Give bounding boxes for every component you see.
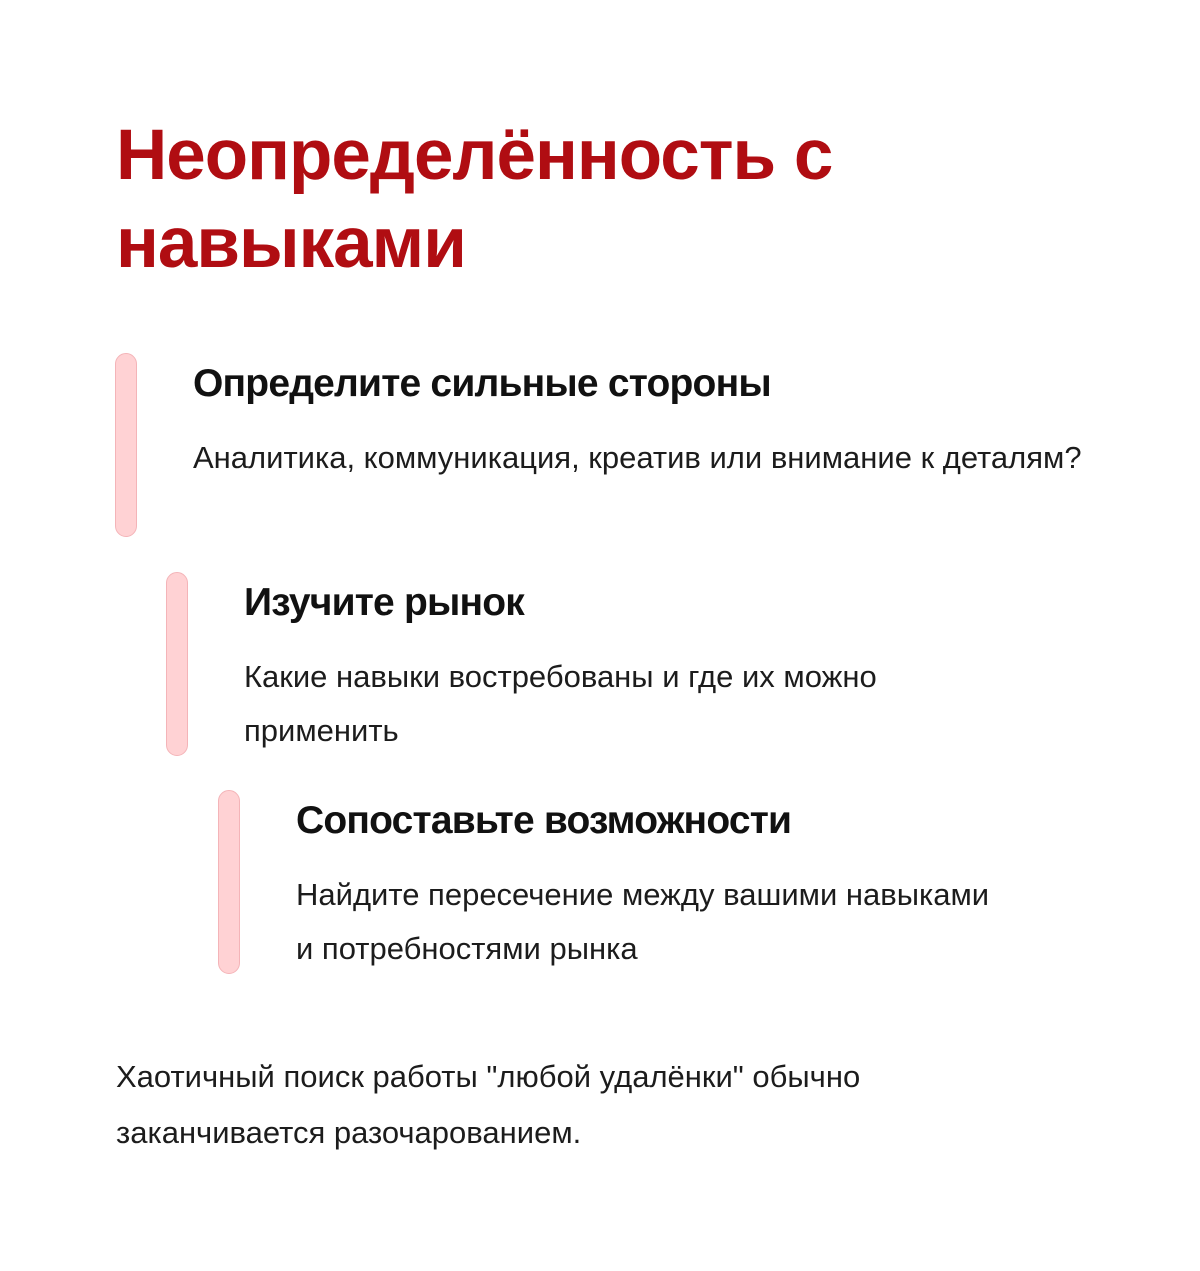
footer-note: Хаотичный поиск работы "любой удалёнки" обычно заканчивается разочарованием. bbox=[116, 1059, 861, 1150]
step-description: Найдите пересечение между вашими навыками и потребностями рынка bbox=[296, 877, 990, 966]
step-accent-bar bbox=[218, 790, 240, 974]
step-title: Сопоставьте возможности bbox=[296, 799, 792, 842]
step-title: Определите сильные стороны bbox=[193, 362, 771, 405]
step-description: Аналитика, коммуникация, креатив или внимание к деталям? bbox=[193, 440, 1082, 475]
step-description: Какие навыки востребованы и где их можно применить bbox=[244, 659, 877, 748]
step-accent-bar bbox=[166, 572, 188, 756]
step-accent-bar bbox=[115, 353, 137, 537]
step-title: Изучите рынок bbox=[244, 581, 525, 624]
page-title: Неопределённость с навыками bbox=[116, 116, 833, 283]
